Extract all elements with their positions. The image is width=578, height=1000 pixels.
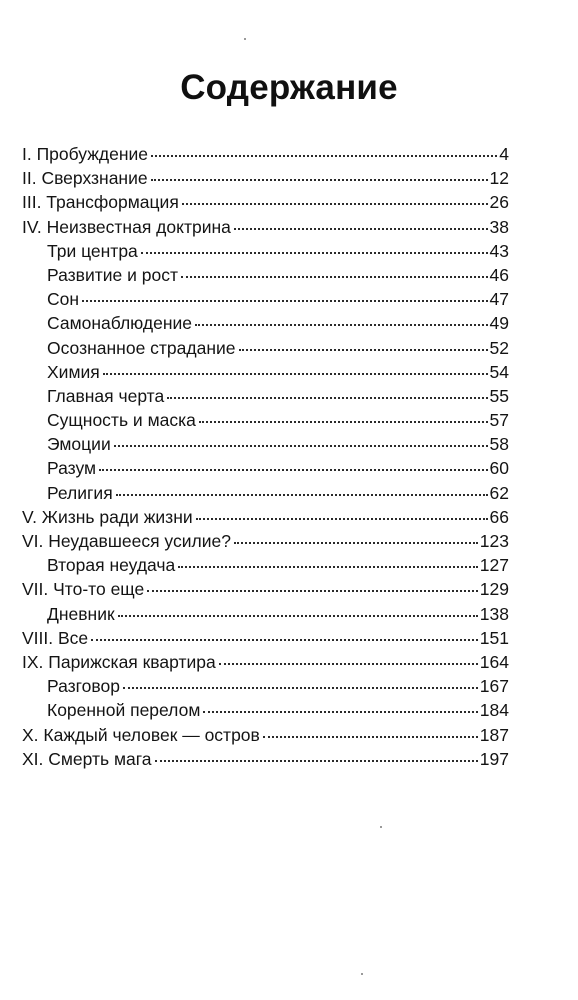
toc-entry-title: IV. Неизвестная доктрина	[22, 216, 231, 237]
page-title: Содержание	[180, 68, 398, 107]
toc-subentry	[22, 287, 509, 311]
dot-leader	[167, 396, 487, 399]
dot-leader	[155, 759, 478, 762]
toc-entry-title: Коренной перелом	[47, 700, 201, 721]
dot-leader	[199, 420, 488, 423]
toc-entry-title: Сон	[47, 289, 80, 310]
toc-page-number: 4	[499, 144, 509, 164]
toc-page-number: 47	[489, 289, 509, 310]
print-speck	[361, 973, 363, 975]
dot-leader	[239, 348, 488, 351]
toc-page-number: 197	[479, 748, 509, 769]
toc-entry	[22, 142, 509, 166]
dot-leader	[123, 686, 478, 689]
toc-page-number: 57	[489, 410, 509, 431]
toc-entry-title: Религия	[47, 482, 113, 503]
toc-entry-title: VIII. Все	[22, 627, 89, 648]
toc-subentry	[22, 263, 509, 287]
dot-leader	[195, 323, 487, 326]
toc-entry-title: IX. Парижская квартира	[22, 651, 216, 672]
dot-leader	[178, 565, 478, 568]
dot-leader	[151, 154, 497, 157]
dot-leader	[219, 662, 478, 665]
dot-leader	[182, 202, 488, 205]
toc-subentry	[22, 432, 509, 456]
toc-page-number: 138	[479, 603, 509, 624]
toc-entry-title: Разум	[47, 458, 97, 479]
toc-entry-title: III. Трансформация	[22, 192, 179, 213]
toc-page-number: 46	[489, 264, 509, 285]
toc-entry-title: Сущность и маска	[47, 410, 196, 431]
toc-entry	[22, 215, 509, 239]
toc-subentry	[22, 674, 509, 698]
toc-entry-title: II. Сверхзнание	[22, 168, 148, 189]
toc-entry	[22, 577, 509, 601]
toc-entry-title: XI. Смерть мага	[22, 748, 152, 769]
toc-entry	[22, 505, 509, 529]
toc-entry	[22, 166, 509, 190]
toc-page-number: 52	[489, 337, 509, 358]
dot-leader	[103, 372, 488, 375]
toc-subentry	[22, 408, 509, 432]
dot-leader	[263, 735, 478, 738]
dot-leader	[181, 275, 488, 278]
dot-leader	[234, 227, 488, 230]
toc-page-number: 151	[479, 627, 509, 648]
toc-entry-title: X. Каждый человек — остров	[22, 724, 260, 745]
toc-page-number: 26	[489, 192, 509, 213]
toc-entry	[22, 190, 509, 214]
dot-leader	[114, 444, 488, 447]
toc-subentry	[22, 239, 509, 263]
toc-subentry	[22, 602, 509, 626]
dot-leader	[196, 517, 488, 520]
toc-entry-title: Осознанное страдание	[47, 337, 236, 358]
toc-subentry	[22, 481, 509, 505]
toc-subentry	[22, 384, 509, 408]
toc-entry	[22, 529, 509, 553]
print-speck	[380, 826, 382, 828]
toc-entry-title: Вторая неудача	[47, 555, 176, 576]
toc-subentry	[22, 311, 509, 335]
toc-entry-title: Эмоции	[47, 434, 111, 455]
toc-page-number: 164	[479, 651, 509, 672]
toc-page-number: 62	[489, 482, 509, 503]
toc-entry-title: V. Жизнь ради жизни	[22, 506, 193, 527]
toc-page-number: 187	[479, 724, 509, 745]
toc-page-number: 54	[489, 361, 509, 382]
toc-subentry	[22, 698, 509, 722]
print-speck	[244, 38, 246, 40]
toc-entry-title: Три центра	[47, 240, 138, 261]
dot-leader	[91, 638, 478, 641]
toc-page-number: 167	[479, 676, 509, 697]
toc-entry-title: Химия	[47, 361, 100, 382]
toc-entry-title: Разговор	[47, 676, 120, 697]
toc-entry-title: VI. Неудавшееся усилие?	[22, 531, 231, 551]
toc-entry	[22, 747, 509, 771]
toc-subentry	[22, 553, 509, 577]
dot-leader	[141, 251, 488, 254]
dot-leader	[151, 178, 488, 181]
dot-leader	[99, 468, 487, 471]
dot-leader	[234, 541, 478, 544]
toc-entry-title: Главная черта	[47, 385, 165, 406]
toc-page-number: 184	[479, 700, 509, 721]
toc-subentry	[22, 336, 509, 360]
toc-page-number: 38	[489, 216, 509, 237]
toc-page-number: 12	[489, 168, 509, 189]
dot-leader	[82, 299, 487, 302]
dot-leader	[118, 614, 478, 617]
toc-page-number: 55	[489, 385, 509, 406]
toc-page-number: 127	[479, 555, 509, 576]
table-of-contents	[22, 142, 509, 771]
toc-page-number: 49	[489, 313, 509, 334]
dot-leader	[203, 710, 477, 713]
toc-entry-title: Дневник	[47, 603, 115, 624]
toc-entry	[22, 626, 509, 650]
toc-subentry	[22, 456, 509, 480]
toc-entry-title: VII. Что-то еще	[22, 579, 145, 600]
toc-entry-title: I. Пробуждение	[22, 144, 149, 164]
toc-page-number: 43	[489, 240, 509, 261]
dot-leader	[147, 589, 478, 592]
dot-leader	[116, 493, 488, 496]
toc-entry-title: Развитие и рост	[47, 264, 178, 285]
toc-entry-title: Самонаблюдение	[47, 313, 193, 334]
toc-entry	[22, 650, 509, 674]
toc-subentry	[22, 360, 509, 384]
toc-page-number: 123	[479, 531, 509, 551]
toc-page-number: 58	[489, 434, 509, 455]
toc-page-number: 66	[489, 506, 509, 527]
toc-entry	[22, 723, 509, 747]
toc-page-number: 129	[479, 579, 509, 600]
toc-page-number: 60	[489, 458, 509, 479]
